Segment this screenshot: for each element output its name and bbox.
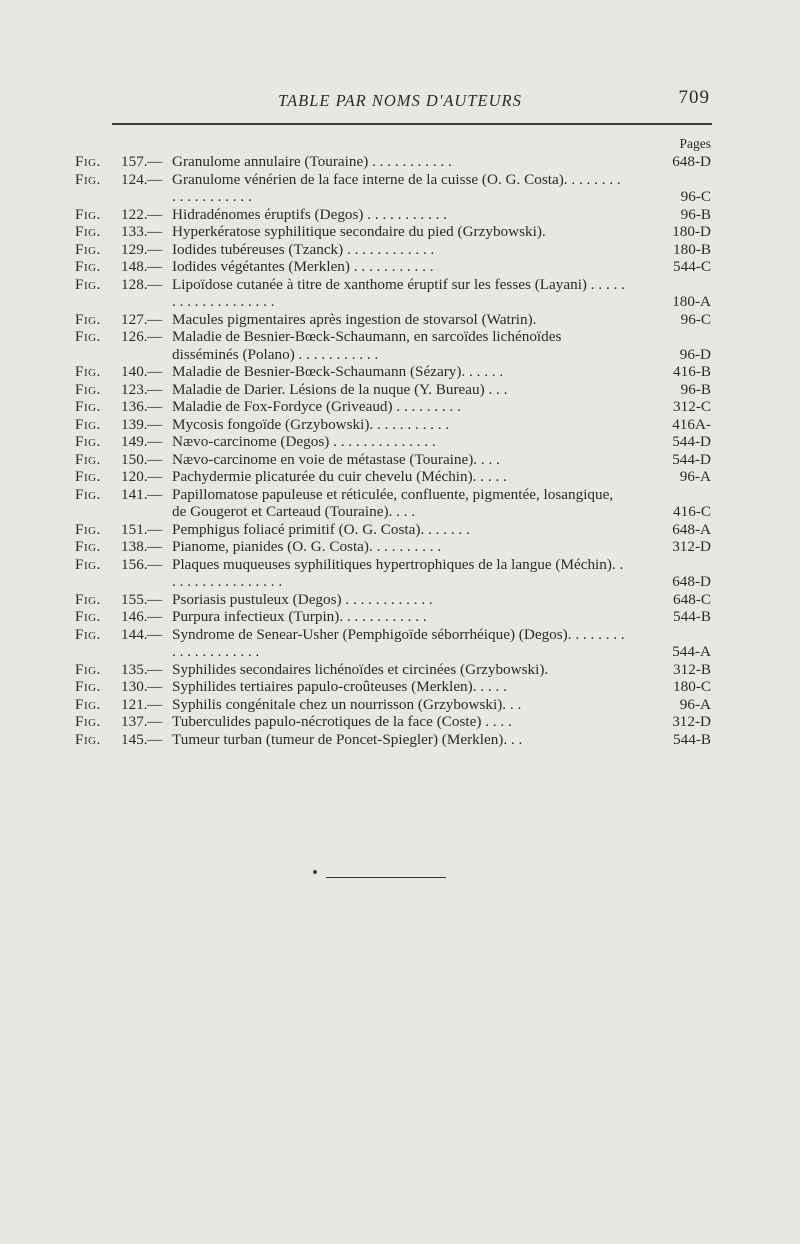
figure-number: 127. bbox=[121, 310, 148, 328]
page-reference: 544-B bbox=[673, 608, 711, 625]
index-entry bbox=[75, 258, 711, 276]
entry-description: Plaques muqueuses syphilitiques hypertrophiques de la langue (Méchin). . . . . . . . . . . . . . . . . bbox=[172, 555, 624, 590]
entry-description: Lipoïdose cutanée à titre de xanthome éruptif sur les fesses (Layani) . . . . . . . . . . . . . . . . . . . bbox=[172, 275, 625, 310]
figure-label: Fig. bbox=[75, 625, 101, 643]
entry-dash: — bbox=[147, 590, 163, 608]
page-reference: 544-C bbox=[673, 258, 711, 275]
page-reference: 648-A bbox=[672, 520, 711, 538]
page-reference: 544-A bbox=[672, 643, 711, 660]
figure-number: 140. bbox=[121, 363, 148, 380]
figure-number: 150. bbox=[121, 450, 148, 468]
entry-dash: — bbox=[147, 153, 163, 170]
entry-dash: — bbox=[147, 608, 163, 625]
entry-description: Syndrome de Senear-Usher (Pemphigoïde séborrhéique) (Degos). . . . . . . . . . . . . . . . . . . . bbox=[172, 625, 625, 660]
entry-description: Granulome vénérien de la face interne de la cuisse (O. G. Costa). . . . . . . . . . . . . . . . . . . bbox=[172, 170, 621, 205]
figure-index-list bbox=[75, 153, 711, 748]
page-reference: 180-D bbox=[672, 223, 711, 240]
entry-dash: — bbox=[147, 660, 163, 678]
entry-description: Pachydermie plicaturée du cuir chevelu (Méchin). . . . . bbox=[172, 468, 507, 485]
figure-label: Fig. bbox=[75, 223, 101, 240]
figure-label: Fig. bbox=[75, 205, 101, 223]
page-reference: 96-C bbox=[680, 310, 711, 328]
entry-dash: — bbox=[147, 398, 163, 415]
entry-dash: — bbox=[147, 380, 163, 398]
figure-number: 156. bbox=[121, 555, 148, 573]
entry-description: Pianome, pianides (O. G. Costa). . . . . . . . . . bbox=[172, 538, 442, 555]
figure-number: 148. bbox=[121, 258, 148, 275]
entry-description: Macules pigmentaires après ingestion de stovarsol (Watrin). bbox=[172, 310, 537, 328]
page-reference: 96-B bbox=[680, 380, 711, 398]
page-reference: 544-D bbox=[672, 450, 711, 468]
entry-description: Tuberculides papulo-nécrotiques de la face (Coste) . . . . bbox=[172, 713, 512, 730]
entry-description: Nævo-carcinome (Degos) . . . . . . . . . . . . . . bbox=[172, 433, 436, 450]
entry-dash: — bbox=[147, 310, 163, 328]
page-reference: 416A- bbox=[672, 415, 711, 433]
figure-label: Fig. bbox=[75, 713, 101, 730]
page-reference: 96-A bbox=[679, 695, 711, 713]
entry-description: Iodides tubéreuses (Tzanck) . . . . . . . . . . . . bbox=[172, 240, 435, 258]
entry-description: Nævo-carcinome en voie de métastase (Touraine). . . . bbox=[172, 450, 500, 468]
figure-label: Fig. bbox=[75, 695, 101, 713]
entry-dash: — bbox=[147, 468, 163, 485]
page-reference: 416-B bbox=[673, 363, 711, 380]
entry-description: Iodides végétantes (Merklen) . . . . . . . . . . . bbox=[172, 258, 434, 275]
entry-description: Purpura infectieux (Turpin). . . . . . . . . . . . bbox=[172, 608, 427, 625]
page-reference: 648-C bbox=[673, 590, 711, 608]
figure-label: Fig. bbox=[75, 380, 101, 398]
running-title: TABLE PAR NOMS D'AUTEURS bbox=[278, 91, 522, 110]
index-entry bbox=[75, 713, 711, 731]
figure-label: Fig. bbox=[75, 258, 101, 275]
index-entry bbox=[75, 451, 711, 469]
figure-label: Fig. bbox=[75, 660, 101, 678]
index-entry bbox=[75, 433, 711, 451]
index-entry bbox=[75, 678, 711, 696]
figure-number: 129. bbox=[121, 240, 148, 258]
entry-description: Tumeur turban (tumeur de Poncet-Spiegler) (Merklen). . . bbox=[172, 730, 523, 748]
index-entry bbox=[75, 608, 711, 626]
figure-label: Fig. bbox=[75, 468, 101, 485]
entry-dash: — bbox=[147, 450, 163, 468]
index-entry bbox=[75, 363, 711, 381]
index-entry bbox=[75, 381, 711, 399]
page-reference: 96-A bbox=[679, 468, 711, 485]
figure-number: 139. bbox=[121, 415, 148, 433]
figure-label: Fig. bbox=[75, 153, 101, 170]
figure-label: Fig. bbox=[75, 240, 101, 258]
entry-description: Syphilides secondaires lichénoïdes et circinées (Grzybowski). bbox=[172, 660, 549, 678]
figure-number: 136. bbox=[121, 398, 148, 415]
figure-label: Fig. bbox=[75, 415, 101, 433]
entry-description: Mycosis fongoïde (Grzybowski). . . . . . . . . . . bbox=[172, 415, 450, 433]
entry-dash: — bbox=[147, 713, 163, 730]
entry-description: Psoriasis pustuleux (Degos) . . . . . . . . . . . . bbox=[172, 590, 433, 608]
entry-dash: — bbox=[147, 433, 163, 450]
figure-number: 151. bbox=[121, 520, 148, 538]
figure-number: 130. bbox=[121, 678, 148, 695]
index-entry bbox=[75, 398, 711, 416]
index-entry bbox=[75, 206, 711, 224]
figure-number: 126. bbox=[121, 328, 148, 345]
figure-number: 145. bbox=[121, 730, 148, 748]
figure-label: Fig. bbox=[75, 170, 101, 188]
page-reference: 96-D bbox=[679, 345, 711, 363]
figure-label: Fig. bbox=[75, 275, 101, 293]
index-entry bbox=[75, 696, 711, 714]
entry-dash: — bbox=[147, 538, 163, 555]
page-reference: 648-D bbox=[672, 573, 711, 590]
figure-label: Fig. bbox=[75, 590, 101, 608]
entry-dash: — bbox=[147, 625, 163, 643]
page-reference: 416-C bbox=[673, 503, 711, 520]
figure-number: 141. bbox=[121, 485, 148, 503]
page-reference: 312-D bbox=[672, 713, 711, 730]
entry-dash: — bbox=[147, 695, 163, 713]
entry-description: Papillomatose papuleuse et réticulée, confluente, pigmentée, losangique, de Gougerot et Carteaud (Touraine). . . . bbox=[172, 485, 614, 520]
entry-dash: — bbox=[147, 258, 163, 275]
entry-dash: — bbox=[147, 485, 163, 503]
entry-description: Hidradénomes éruptifs (Degos) . . . . . . . . . . . bbox=[172, 205, 448, 223]
figure-number: 123. bbox=[121, 380, 148, 398]
figure-label: Fig. bbox=[75, 485, 101, 503]
page-reference: 312-B bbox=[673, 660, 711, 678]
entry-description: Syphilis congénitale chez un nourrisson (Grzybowski). . . bbox=[172, 695, 522, 713]
entry-description: Syphilides tertiaires papulo-croûteuses (Merklen). . . . . bbox=[172, 678, 507, 695]
index-entry bbox=[75, 223, 711, 241]
page-reference: 312-D bbox=[672, 538, 711, 555]
header-rule bbox=[112, 123, 712, 125]
figure-label: Fig. bbox=[75, 328, 101, 345]
index-entry bbox=[75, 416, 711, 434]
index-entry bbox=[75, 276, 711, 311]
index-entry bbox=[75, 538, 711, 556]
page-reference: 544-D bbox=[672, 433, 711, 450]
entry-description: Maladie de Darier. Lésions de la nuque (Y. Bureau) . . . bbox=[172, 380, 508, 398]
entry-dash: — bbox=[147, 520, 163, 538]
page-reference: 312-C bbox=[673, 398, 711, 415]
figure-label: Fig. bbox=[75, 538, 101, 555]
figure-label: Fig. bbox=[75, 678, 101, 695]
page-reference: 544-B bbox=[673, 730, 711, 748]
entry-description: Pemphigus foliacé primitif (O. G. Costa). . . . . . . bbox=[172, 520, 470, 538]
entry-dash: — bbox=[147, 170, 163, 188]
page-reference: 96-B bbox=[680, 205, 711, 223]
index-entry bbox=[75, 241, 711, 259]
figure-number: 135. bbox=[121, 660, 148, 678]
page-reference: 180-C bbox=[673, 678, 711, 695]
figure-label: Fig. bbox=[75, 398, 101, 415]
end-ornament-dot bbox=[313, 870, 317, 874]
entry-dash: — bbox=[147, 223, 163, 240]
figure-label: Fig. bbox=[75, 450, 101, 468]
figure-number: 138. bbox=[121, 538, 148, 555]
index-entry bbox=[75, 171, 711, 206]
figure-label: Fig. bbox=[75, 363, 101, 380]
figure-number: 120. bbox=[121, 468, 148, 485]
entry-dash: — bbox=[147, 415, 163, 433]
entry-dash: — bbox=[147, 328, 163, 345]
end-rule bbox=[326, 877, 446, 878]
pages-column-header: Pages bbox=[679, 136, 711, 151]
figure-label: Fig. bbox=[75, 555, 101, 573]
entry-dash: — bbox=[147, 363, 163, 380]
figure-number: 121. bbox=[121, 695, 148, 713]
index-entry bbox=[75, 328, 711, 363]
figure-number: 137. bbox=[121, 713, 148, 730]
index-entry bbox=[75, 153, 711, 171]
figure-number: 128. bbox=[121, 275, 148, 293]
entry-dash: — bbox=[147, 555, 163, 573]
figure-label: Fig. bbox=[75, 520, 101, 538]
figure-number: 146. bbox=[121, 608, 148, 625]
index-entry bbox=[75, 521, 711, 539]
figure-label: Fig. bbox=[75, 433, 101, 450]
entry-dash: — bbox=[147, 730, 163, 748]
page-reference: 96-C bbox=[680, 188, 711, 205]
figure-number: 133. bbox=[121, 223, 148, 240]
page-reference: 180-B bbox=[673, 240, 711, 258]
entry-description: Hyperkératose syphilitique secondaire du pied (Grzybowski). bbox=[172, 223, 546, 240]
figure-label: Fig. bbox=[75, 310, 101, 328]
entry-description: Granulome annulaire (Touraine) . . . . . . . . . . . bbox=[172, 153, 452, 170]
index-entry bbox=[75, 731, 711, 749]
figure-number: 122. bbox=[121, 205, 148, 223]
entry-dash: — bbox=[147, 240, 163, 258]
figure-number: 144. bbox=[121, 625, 148, 643]
entry-dash: — bbox=[147, 678, 163, 695]
figure-number: 124. bbox=[121, 170, 148, 188]
index-entry bbox=[75, 556, 711, 591]
index-entry bbox=[75, 311, 711, 329]
figure-number: 155. bbox=[121, 590, 148, 608]
figure-label: Fig. bbox=[75, 730, 101, 748]
index-entry bbox=[75, 591, 711, 609]
entry-description: Maladie de Besnier-Bœck-Schaumann, en sarcoïdes lichénoïdes disséminés (Polano) . . . . . . . . . . . bbox=[172, 328, 562, 363]
index-entry bbox=[75, 486, 711, 521]
page-reference: 648-D bbox=[672, 153, 711, 170]
page-reference: 180-A bbox=[672, 293, 711, 310]
figure-label: Fig. bbox=[75, 608, 101, 625]
entry-dash: — bbox=[147, 275, 163, 293]
index-entry bbox=[75, 661, 711, 679]
entry-description: Maladie de Besnier-Bœck-Schaumann (Sézary). . . . . . bbox=[172, 363, 504, 380]
index-entry bbox=[75, 468, 711, 486]
index-entry bbox=[75, 626, 711, 661]
entry-dash: — bbox=[147, 205, 163, 223]
page-number: 709 bbox=[678, 87, 710, 108]
entry-description: Maladie de Fox-Fordyce (Griveaud) . . . . . . . . . bbox=[172, 398, 461, 415]
figure-number: 149. bbox=[121, 433, 148, 450]
figure-number: 157. bbox=[121, 153, 148, 170]
